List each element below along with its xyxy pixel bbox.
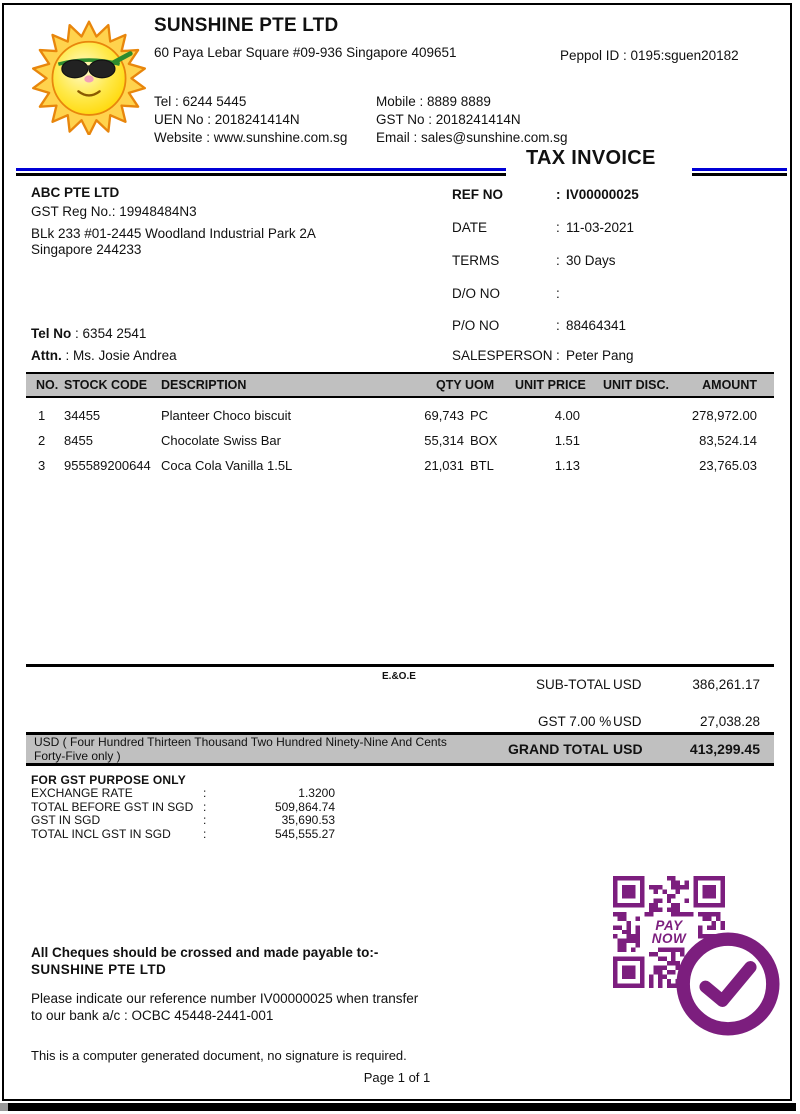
cell-no: 2 <box>38 433 46 448</box>
gst-row-label: TOTAL INCL GST IN SGD <box>31 826 171 841</box>
grand-total-label: GRAND TOTAL <box>508 741 609 757</box>
meta-label: TERMS <box>452 253 500 268</box>
items-table-header <box>26 372 774 398</box>
col-header-stock-code: STOCK CODE <box>64 378 148 392</box>
colon: : <box>556 348 560 363</box>
cell-uom: BTL <box>470 458 494 473</box>
cell-no: 1 <box>38 408 46 423</box>
gst-purpose-row <box>31 814 351 827</box>
meta-label: D/O NO <box>452 286 501 301</box>
col-header-description: DESCRIPTION <box>161 378 247 392</box>
cell-qty: 55,314 <box>424 433 464 448</box>
gst-label: GST 7.00 % <box>538 714 612 729</box>
gst-row-value: 35,690.53 <box>281 813 335 828</box>
company-address: 60 Paya Lebar Square #09-936 Singapore 409651 <box>154 45 457 60</box>
transfer-note-line1: Please indicate our reference number IV00000025 when transfer <box>31 991 419 1006</box>
meta-label: DATE <box>452 220 488 235</box>
company-tel: Tel : 6244 5445 <box>154 94 247 109</box>
company-name: SUNSHINE PTE LTD <box>154 15 339 36</box>
meta-label: REF NO <box>452 187 504 202</box>
colon: : <box>556 220 560 235</box>
company-gst: GST No : 2018241414N <box>376 112 521 127</box>
paynow-qr-code <box>612 876 726 988</box>
cell-description: Chocolate Swiss Bar <box>161 433 281 448</box>
colon: : <box>203 826 207 841</box>
meta-value: Peter Pang <box>566 348 634 363</box>
gst-row-label: TOTAL BEFORE GST IN SGD <box>31 799 194 814</box>
cell-amount: 23,765.03 <box>699 458 757 473</box>
customer-name: ABC PTE LTD <box>31 185 120 200</box>
company-email: Email : sales@sunshine.com.sg <box>376 130 568 145</box>
title-rule-left <box>16 168 506 176</box>
colon: : <box>556 253 560 268</box>
gst-purpose-title: FOR GST PURPOSE ONLY <box>31 773 186 787</box>
table-row <box>26 458 774 478</box>
meta-value: 88464341 <box>566 318 627 333</box>
colon: : <box>65 348 70 363</box>
paynow-text-pay: PAY <box>655 917 683 933</box>
col-header-no: NO. <box>36 378 59 392</box>
customer-address-line1: BLk 233 #01-2445 Woodland Industrial Park 2A <box>31 226 316 241</box>
cell-amount: 278,972.00 <box>691 408 757 423</box>
table-row <box>26 433 774 453</box>
meta-value: 30 Days <box>566 253 616 268</box>
cheque-note: All Cheques should be crossed and made payable to:- <box>31 945 379 960</box>
subtotal-amount: 386,261.17 <box>692 677 760 692</box>
colon: : <box>203 813 207 828</box>
gst-currency: USD <box>613 714 642 729</box>
table-row <box>26 408 774 428</box>
meta-value: 11-03-2021 <box>566 220 635 235</box>
gst-amount: 27,038.28 <box>699 714 760 729</box>
page-shadow-nub <box>0 1103 8 1111</box>
meta-value: IV00000025 <box>566 187 639 202</box>
gst-row-value: 545,555.27 <box>274 826 335 841</box>
cell-stock-code: 955589200644 <box>64 458 151 473</box>
colon: : <box>203 786 207 801</box>
colon: : <box>75 326 79 341</box>
page-shadow-bar <box>8 1103 796 1111</box>
paynow-text-now: NOW <box>651 930 687 946</box>
transfer-note-line2: to our bank a/c : OCBC 45448-2441-001 <box>31 1008 274 1023</box>
meta-label: SALESPERSON <box>452 348 553 363</box>
company-sun-logo <box>30 17 148 135</box>
colon: : <box>556 318 560 333</box>
cell-unit-price: 1.51 <box>554 433 580 448</box>
cell-stock-code: 8455 <box>64 433 93 448</box>
page-indicator: Page 1 of 1 <box>363 1070 431 1085</box>
col-header-unit-price: UNIT PRICE <box>515 378 586 392</box>
cell-description: Coca Cola Vanilla 1.5L <box>161 458 293 473</box>
invoice-page <box>2 3 792 1101</box>
customer-tel-value: 6354 2541 <box>82 326 147 341</box>
customer-attn <box>31 348 177 363</box>
col-header-qty-uom: QTY UOM <box>436 378 495 392</box>
table-bottom-rule <box>26 664 774 667</box>
paynow-check-icon <box>671 928 785 1040</box>
col-header-amount: AMOUNT <box>702 378 757 392</box>
generated-note: This is a computer generated document, no signature is required. <box>31 1048 407 1063</box>
meta-label: P/O NO <box>452 318 500 333</box>
document-title: TAX INVOICE <box>526 147 656 169</box>
cell-qty: 21,031 <box>424 458 464 473</box>
sun-icon <box>30 17 148 135</box>
title-rule-right <box>692 168 787 176</box>
amount-in-words: USD ( Four Hundred Thirteen Thousand Two Hundred Ninety-Nine And Cents Forty-Five only ) <box>34 735 447 763</box>
gst-row-value: 1.3200 <box>298 786 335 801</box>
grand-total-currency: USD <box>613 741 643 757</box>
col-header-unit-disc: UNIT DISC. <box>603 378 669 392</box>
company-uen: UEN No : 2018241414N <box>154 112 300 127</box>
peppol-id: Peppol ID : 0195:sguen20182 <box>560 48 739 63</box>
cell-amount: 83,524.14 <box>699 433 757 448</box>
cell-unit-price: 1.13 <box>554 458 580 473</box>
customer-tel-label: Tel No <box>31 326 72 341</box>
cell-uom: PC <box>470 408 489 423</box>
cell-stock-code: 34455 <box>64 408 101 423</box>
gst-purpose-row <box>31 828 351 841</box>
gst-purpose-section <box>31 774 351 841</box>
cell-qty: 69,743 <box>424 408 464 423</box>
colon: : <box>556 286 560 301</box>
gst-purpose-row <box>31 801 351 814</box>
gst-purpose-row <box>31 787 351 800</box>
company-mobile: Mobile : 8889 8889 <box>376 94 491 109</box>
gst-row-value: 509,864.74 <box>274 799 335 814</box>
customer-tel <box>31 326 146 341</box>
gst-row-label: GST IN SGD <box>31 813 101 828</box>
gst-row-label: EXCHANGE RATE <box>31 786 133 801</box>
customer-attn-label: Attn. <box>31 348 62 363</box>
grand-total-amount: 413,299.45 <box>689 741 760 757</box>
colon: : <box>203 799 207 814</box>
cell-uom: BOX <box>470 433 498 448</box>
customer-attn-value: Ms. Josie Andrea <box>73 348 177 363</box>
customer-address-line2: Singapore 244233 <box>31 242 142 257</box>
colon: : <box>556 187 561 202</box>
company-website: Website : www.sunshine.com.sg <box>154 130 348 145</box>
cell-description: Planteer Choco biscuit <box>161 408 292 423</box>
payee-name: SUNSHINE PTE LTD <box>31 962 167 977</box>
customer-gst-reg: GST Reg No.: 19948484N3 <box>31 204 197 219</box>
eoe-note: E.&O.E <box>382 671 416 682</box>
cell-unit-price: 4.00 <box>554 408 580 423</box>
subtotal-label: SUB-TOTAL <box>536 677 611 692</box>
cell-no: 3 <box>38 458 46 473</box>
subtotal-currency: USD <box>613 677 642 692</box>
grand-total-band <box>26 732 774 766</box>
